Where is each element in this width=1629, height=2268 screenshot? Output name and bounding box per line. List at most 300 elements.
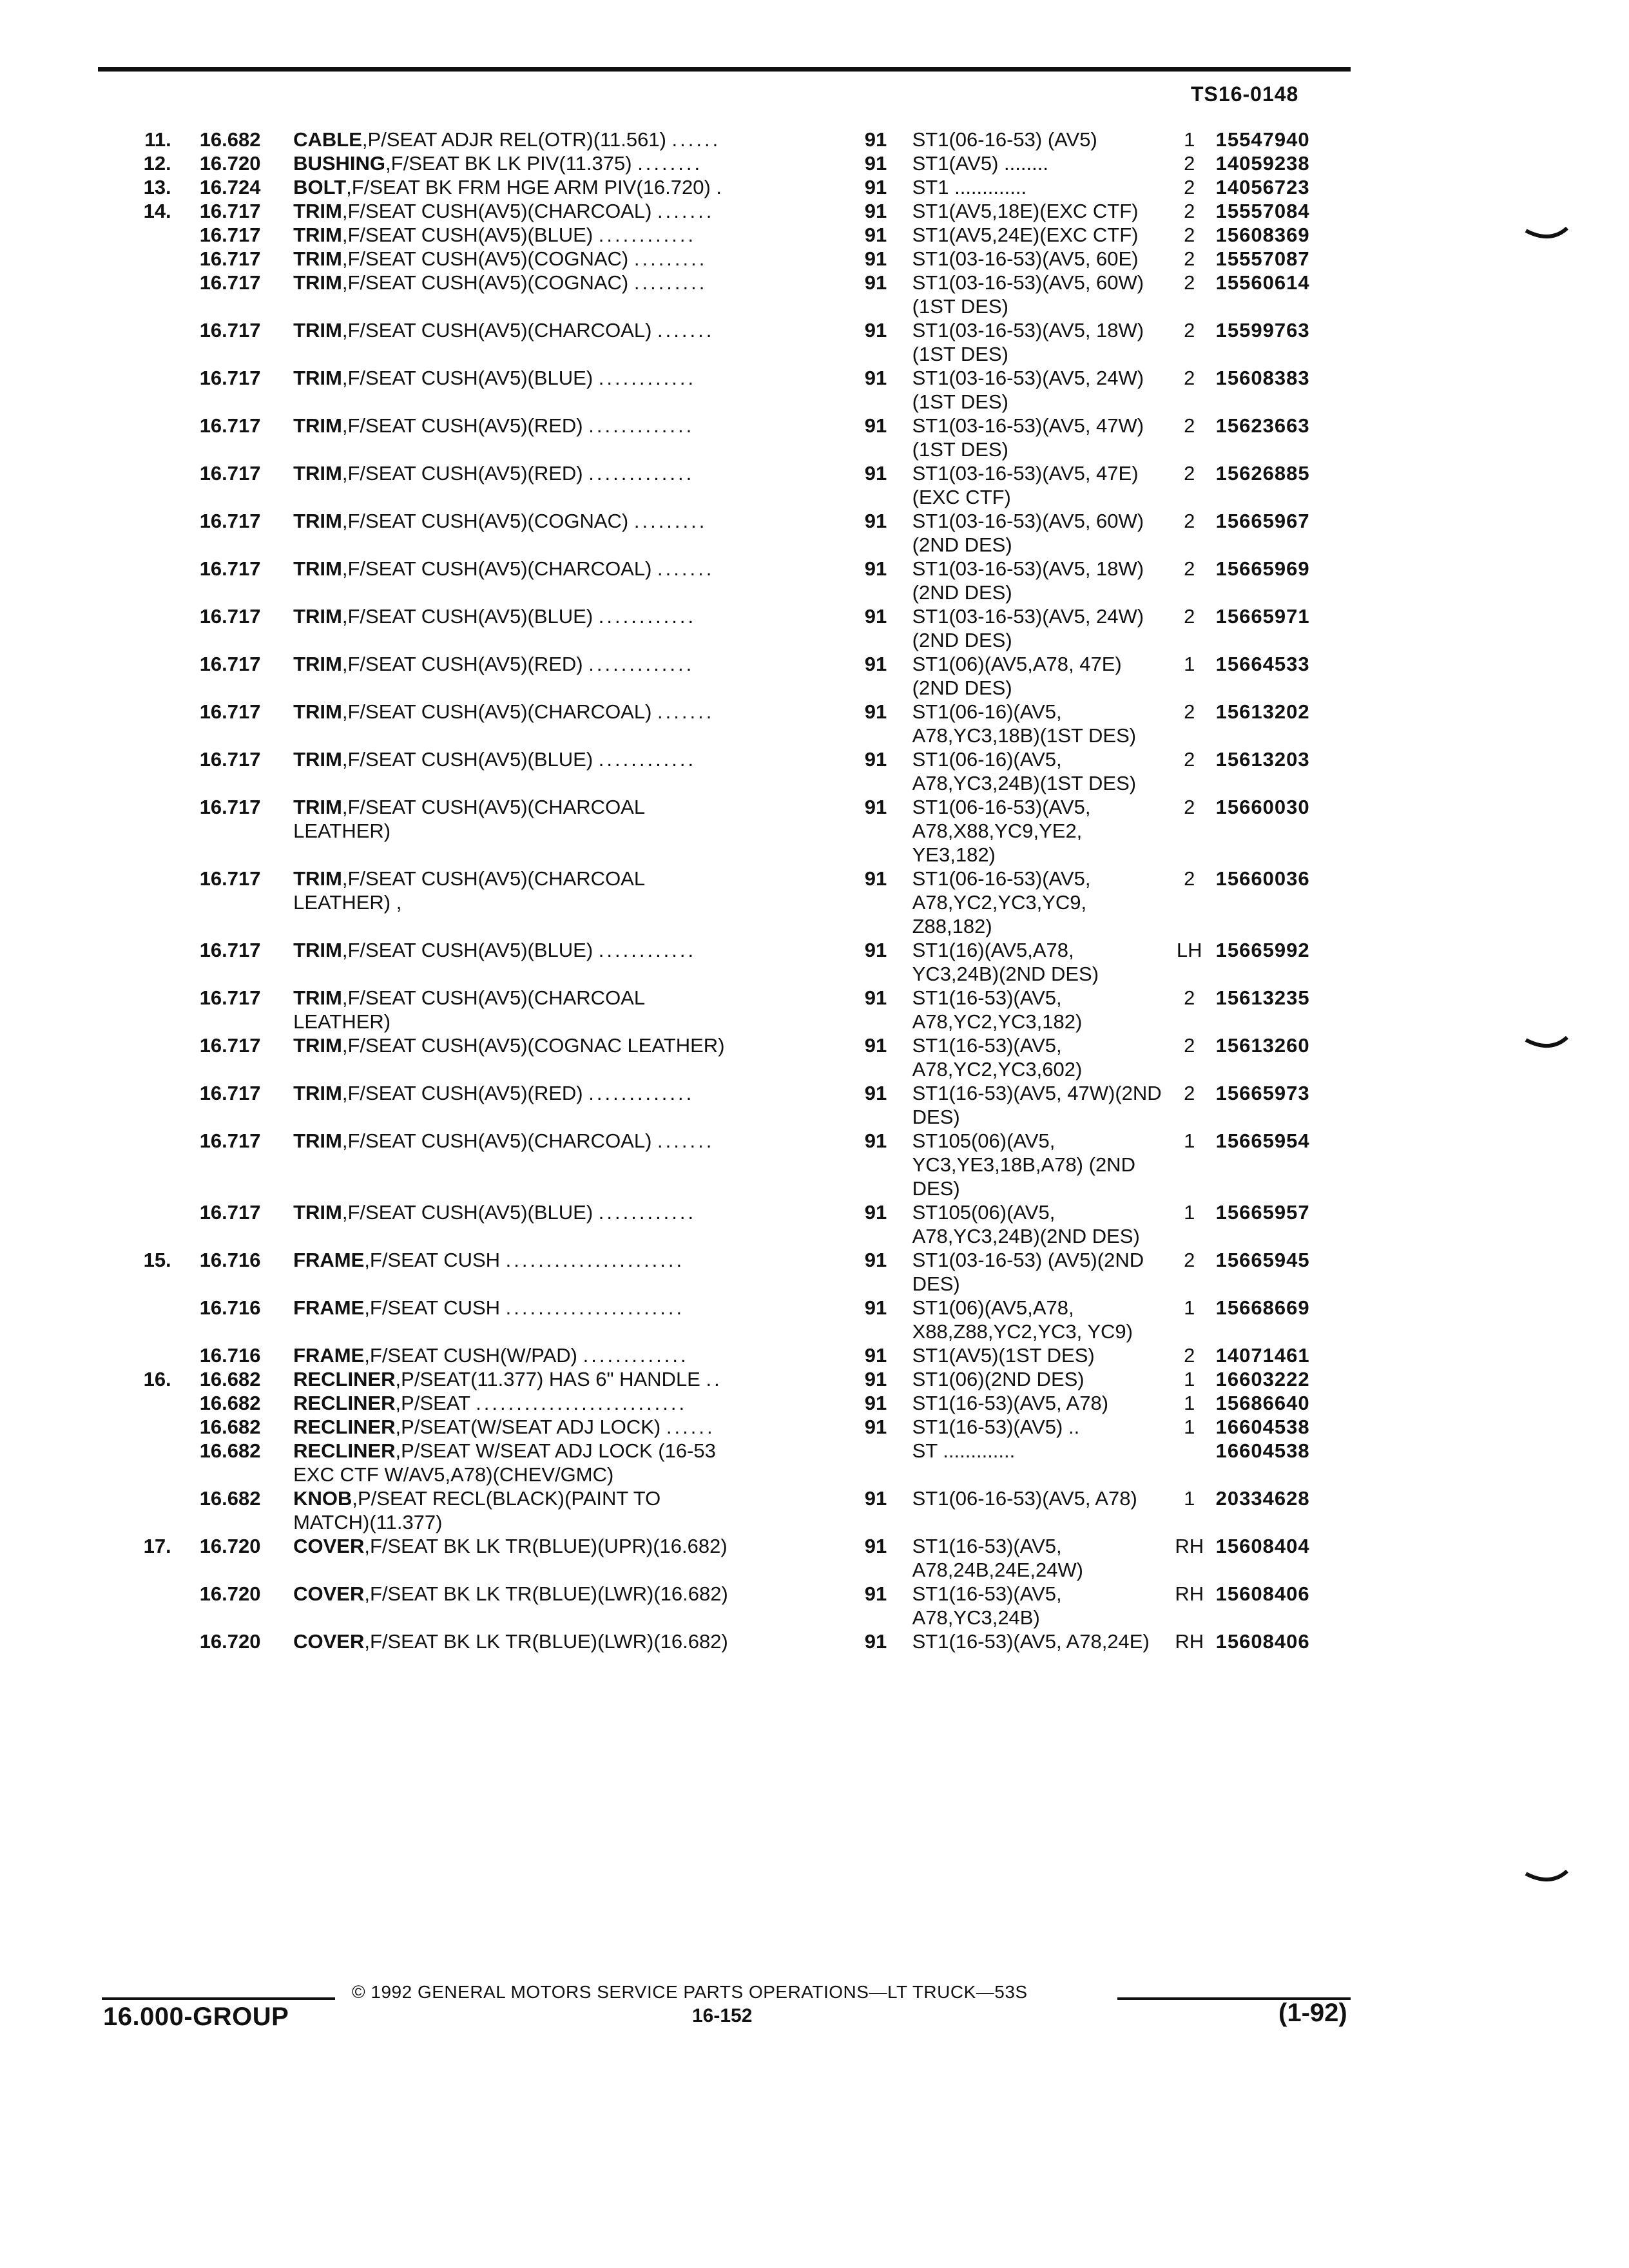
part-description — [293, 366, 860, 414]
leader-dots: ............ — [598, 748, 697, 771]
group-number: 16.720 — [199, 1535, 261, 1557]
part-number: 15626885 — [1215, 462, 1310, 485]
part-desc-text: ,F/SEAT CUSH(AV5)(BLUE) — [342, 1201, 593, 1224]
quantity: RH — [1175, 1582, 1204, 1605]
part-noun: TRIM — [293, 319, 342, 341]
part-number: 15665945 — [1215, 1249, 1310, 1271]
usage: ST1(06)(AV5,A78, X88,Z88,YC2,YC3, YC9) — [912, 1296, 1133, 1343]
margin-mark — [1525, 1870, 1570, 1889]
part-number: 16603222 — [1215, 1368, 1310, 1390]
item-number — [98, 461, 200, 509]
group-number: 16.717 — [199, 200, 261, 222]
part-description — [293, 1033, 860, 1081]
usage: ST1(06)(2ND DES) — [912, 1368, 1084, 1390]
model-year: 91 — [864, 796, 887, 818]
table-row — [98, 938, 1361, 986]
quantity: 2 — [1184, 1344, 1195, 1367]
leader-dots: ...................... — [505, 1249, 685, 1271]
model-year: 91 — [864, 700, 887, 723]
footer-group: 16.000-GROUP — [103, 2003, 289, 2031]
item-number — [98, 700, 200, 747]
model-year — [860, 1439, 912, 1486]
item-number: 14. — [143, 200, 171, 222]
part-number: 15613235 — [1215, 986, 1310, 1009]
table-row — [98, 318, 1361, 366]
quantity: 2 — [1184, 367, 1195, 389]
model-year: 91 — [864, 939, 887, 961]
model-year: 91 — [864, 1582, 887, 1605]
usage: ST1(AV5,24E)(EXC CTF) — [912, 224, 1139, 246]
table-row — [98, 414, 1361, 461]
table-row — [98, 1248, 1361, 1296]
part-desc-text: ,F/SEAT BK LK TR(BLUE)(LWR)(16.682) — [364, 1630, 728, 1653]
usage: ST1(03-16-53)(AV5, 18W)(1ST DES) — [912, 319, 1144, 365]
part-noun: TRIM — [293, 1201, 342, 1224]
table-row — [98, 1033, 1361, 1081]
part-noun: COVER — [293, 1535, 365, 1557]
part-desc-text: ,F/SEAT CUSH(W/PAD) — [364, 1344, 577, 1367]
model-year: 91 — [864, 152, 887, 175]
model-year: 91 — [864, 605, 887, 628]
model-year: 91 — [864, 271, 887, 294]
part-description — [293, 795, 860, 867]
part-noun: TRIM — [293, 796, 342, 818]
part-number: 15665967 — [1215, 510, 1310, 532]
part-desc-text: ,F/SEAT BK LK PIV(11.375) — [385, 152, 632, 175]
item-number — [98, 1582, 200, 1629]
model-year: 91 — [864, 557, 887, 580]
group-number: 16.724 — [199, 176, 261, 198]
group-number: 16.717 — [199, 367, 261, 389]
part-desc-text: ,F/SEAT CUSH(AV5)(CHARCOAL) — [342, 1129, 652, 1152]
part-noun: KNOB — [293, 1487, 352, 1510]
part-description — [293, 151, 860, 175]
part-number: 15665957 — [1215, 1201, 1310, 1224]
model-year: 91 — [864, 986, 887, 1009]
part-number: 15608404 — [1215, 1535, 1310, 1557]
model-year: 91 — [864, 176, 887, 198]
group-number: 16.717 — [199, 796, 261, 818]
group-number: 16.717 — [199, 224, 261, 246]
part-desc-text: ,F/SEAT CUSH(AV5)(BLUE) — [342, 939, 593, 961]
part-description — [293, 938, 860, 986]
item-number — [98, 1415, 200, 1439]
group-number: 16.717 — [199, 462, 261, 485]
table-row — [98, 700, 1361, 747]
leader-dots: .. — [706, 1368, 722, 1390]
item-number — [98, 795, 200, 867]
table-row — [98, 867, 1361, 938]
group-number: 16.717 — [199, 557, 261, 580]
part-description — [293, 1391, 860, 1415]
part-description — [293, 747, 860, 795]
part-desc-text: ,F/SEAT CUSH(AV5)(COGNAC) — [342, 271, 629, 294]
part-number: 15547940 — [1215, 128, 1310, 151]
part-desc-text: ,P/SEAT(11.377) HAS 6" HANDLE — [395, 1368, 700, 1390]
part-noun: RECLINER — [293, 1416, 396, 1438]
group-number: 16.682 — [199, 1487, 261, 1510]
usage: ST1(06-16-53) (AV5) — [912, 128, 1097, 151]
group-number: 16.717 — [199, 939, 261, 961]
usage: ST1(06-16-53)(AV5, A78,YC2,YC3,YC9, Z88,182) — [912, 867, 1091, 937]
table-row — [98, 509, 1361, 557]
item-number: 16. — [143, 1368, 171, 1390]
part-number: 15613203 — [1215, 748, 1310, 771]
group-number: 16.717 — [199, 271, 261, 294]
usage: ST1(03-16-53)(AV5, 24W)(1ST DES) — [912, 367, 1144, 413]
part-desc-text: ,P/SEAT RECL(BLACK)(PAINT TO MATCH)(11.377) — [293, 1487, 661, 1533]
item-number: 13. — [143, 176, 171, 198]
table-row — [98, 1439, 1361, 1486]
group-number: 16.717 — [199, 1201, 261, 1224]
table-row — [98, 461, 1361, 509]
part-description — [293, 1534, 860, 1582]
usage: ST1(16-53)(AV5, A78,24E) — [912, 1630, 1150, 1653]
part-noun: TRIM — [293, 605, 342, 628]
item-number — [98, 1200, 200, 1248]
part-noun: TRIM — [293, 748, 342, 771]
leader-dots: ............ — [598, 939, 697, 961]
part-number: 15613202 — [1215, 700, 1310, 723]
group-number: 16.717 — [199, 700, 261, 723]
model-year: 91 — [864, 1416, 887, 1438]
part-description — [293, 986, 860, 1033]
usage: ST1(03-16-53)(AV5, 47E)(EXC CTF) — [912, 462, 1139, 508]
model-year: 91 — [864, 128, 887, 151]
group-number: 16.717 — [199, 867, 261, 890]
part-desc-text: ,F/SEAT BK FRM HGE ARM PIV(16.720) — [346, 176, 711, 198]
part-desc-text: ,F/SEAT CUSH(AV5)(COGNAC) — [342, 510, 629, 532]
model-year: 91 — [864, 1630, 887, 1653]
group-number: 16.682 — [199, 1392, 261, 1414]
usage: ST1(16-53)(AV5, A78,YC2,YC3,602) — [912, 1034, 1083, 1081]
table-row — [98, 1367, 1361, 1391]
part-desc-text: ,P/SEAT(W/SEAT ADJ LOCK) — [395, 1416, 661, 1438]
part-desc-text: ,F/SEAT CUSH(AV5)(CHARCOAL) — [342, 557, 652, 580]
leader-dots: . — [716, 176, 725, 198]
group-number: 16.716 — [199, 1296, 261, 1319]
part-noun: FRAME — [293, 1249, 365, 1271]
part-noun: TRIM — [293, 1082, 342, 1104]
group-number: 16.716 — [199, 1249, 261, 1271]
part-description — [293, 604, 860, 652]
usage: ST1 ............. — [912, 176, 1027, 198]
footer-date: (1-92) — [1278, 1999, 1347, 2027]
part-desc-text: ,F/SEAT CUSH(AV5)(CHARCOAL) — [342, 700, 652, 723]
leader-dots: ......... — [633, 271, 708, 294]
footer-page-number: 16-152 — [692, 2005, 753, 2026]
model-year: 91 — [864, 748, 887, 771]
part-noun: TRIM — [293, 462, 342, 485]
part-description — [293, 1248, 860, 1296]
part-desc-text: ,P/SEAT ADJR REL(OTR)(11.561) — [361, 128, 666, 151]
model-year: 91 — [864, 200, 887, 222]
part-number: 15557087 — [1215, 247, 1310, 270]
table-row — [98, 271, 1361, 318]
group-number: 16.717 — [199, 247, 261, 270]
item-number — [98, 366, 200, 414]
part-noun: TRIM — [293, 510, 342, 532]
model-year: 91 — [864, 867, 887, 890]
group-number: 16.720 — [199, 1582, 261, 1605]
part-description — [293, 318, 860, 366]
part-noun: COVER — [293, 1630, 365, 1653]
part-noun: TRIM — [293, 200, 342, 222]
usage: ST1(16-53)(AV5, A78) — [912, 1392, 1109, 1414]
part-description — [293, 1439, 860, 1486]
item-number — [98, 1486, 200, 1534]
part-number: 15599763 — [1215, 319, 1310, 341]
quantity: 2 — [1184, 557, 1195, 580]
leader-dots: ........ — [637, 152, 703, 175]
item-number — [98, 557, 200, 604]
group-number: 16.717 — [199, 1034, 261, 1057]
usage: ST1(AV5) ........ — [912, 152, 1048, 175]
part-description — [293, 700, 860, 747]
quantity: 2 — [1184, 152, 1195, 175]
part-desc-text: ,F/SEAT CUSH(AV5)(RED) — [342, 1082, 583, 1104]
part-description — [293, 557, 860, 604]
table-row — [98, 1129, 1361, 1200]
part-desc-text: ,F/SEAT CUSH(AV5)(RED) — [342, 462, 583, 485]
part-noun: TRIM — [293, 700, 342, 723]
item-number — [98, 1129, 200, 1200]
usage: ST1(16-53)(AV5, A78,YC2,YC3,182) — [912, 986, 1083, 1033]
quantity: 2 — [1184, 176, 1195, 198]
quantity: 2 — [1184, 200, 1195, 222]
usage: ST1(06-16)(AV5, A78,YC3,24B)(1ST DES) — [912, 748, 1137, 794]
leader-dots: ............ — [598, 224, 697, 246]
model-year: 91 — [864, 1368, 887, 1390]
usage: ST1(06-16-53)(AV5, A78) — [912, 1487, 1137, 1510]
part-description — [293, 1415, 860, 1439]
quantity: 1 — [1184, 1487, 1195, 1510]
model-year: 91 — [864, 1344, 887, 1367]
quantity — [1163, 1439, 1216, 1486]
item-number: 12. — [143, 152, 171, 175]
part-noun: TRIM — [293, 939, 342, 961]
item-number — [98, 986, 200, 1033]
quantity: 2 — [1184, 700, 1195, 723]
margin-mark — [1525, 227, 1570, 246]
group-number: 16.717 — [199, 510, 261, 532]
item-number — [98, 1033, 200, 1081]
part-noun: CABLE — [293, 128, 362, 151]
part-number: 15623663 — [1215, 414, 1310, 437]
part-desc-text: ,F/SEAT CUSH(AV5)(BLUE) — [342, 367, 593, 389]
item-number — [98, 747, 200, 795]
usage: ST1(16-53)(AV5, A78,24B,24E,24W) — [912, 1535, 1084, 1581]
part-noun: TRIM — [293, 1129, 342, 1152]
margin-mark — [1525, 1036, 1570, 1055]
table-row — [98, 986, 1361, 1033]
part-number: 16604538 — [1215, 1439, 1310, 1462]
part-description — [293, 175, 860, 199]
table-row — [98, 795, 1361, 867]
part-number: 15608406 — [1215, 1582, 1310, 1605]
part-desc-text: ,F/SEAT BK LK TR(BLUE)(LWR)(16.682) — [364, 1582, 728, 1605]
part-description — [293, 509, 860, 557]
leader-dots: ......... — [633, 247, 708, 270]
usage: ST1(03-16-53)(AV5, 60W)(2ND DES) — [912, 510, 1144, 556]
item-number — [98, 1296, 200, 1343]
table-row — [98, 557, 1361, 604]
group-number: 16.720 — [199, 1630, 261, 1653]
table-row — [98, 1486, 1361, 1534]
model-year: 91 — [864, 1487, 887, 1510]
footer-rule-left — [102, 1997, 335, 2000]
item-number — [98, 509, 200, 557]
model-year: 91 — [864, 653, 887, 675]
part-number: 15660030 — [1215, 796, 1310, 818]
table-row — [98, 1534, 1361, 1582]
part-description — [293, 1296, 860, 1343]
usage: ST1(06-16)(AV5, A78,YC3,18B)(1ST DES) — [912, 700, 1137, 747]
part-number: 15608406 — [1215, 1630, 1310, 1653]
part-description — [293, 128, 860, 151]
part-number: 15665992 — [1215, 939, 1310, 961]
usage: ST1(16-53)(AV5, A78,YC3,24B) — [912, 1582, 1062, 1629]
part-description — [293, 1343, 860, 1367]
usage: ST105(06)(AV5, YC3,YE3,18B,A78) (2ND DES) — [912, 1129, 1135, 1200]
table-row — [98, 247, 1361, 271]
item-number — [98, 318, 200, 366]
group-number: 16.717 — [199, 414, 261, 437]
part-number: 14056723 — [1215, 176, 1310, 198]
table-row — [98, 128, 1361, 151]
part-description — [293, 1629, 860, 1653]
item-number: 15. — [143, 1249, 171, 1271]
leader-dots: ............ — [598, 1201, 697, 1224]
usage: ST1(06)(AV5,A78, 47E)(2ND DES) — [912, 653, 1122, 699]
part-description — [293, 414, 860, 461]
group-number: 16.682 — [199, 1416, 261, 1438]
table-row — [98, 1296, 1361, 1343]
item-number — [98, 1081, 200, 1129]
part-desc-text: ,F/SEAT CUSH(AV5)(BLUE) — [342, 748, 593, 771]
parts-table-body — [98, 128, 1361, 1653]
table-row — [98, 652, 1361, 700]
quantity: 1 — [1184, 1368, 1195, 1390]
part-number: 15613260 — [1215, 1034, 1310, 1057]
leader-dots: ............ — [598, 605, 697, 628]
usage: ST1(16-53)(AV5, 47W)(2ND DES) — [912, 1082, 1162, 1128]
group-number: 16.717 — [199, 1129, 261, 1152]
part-number: 15664533 — [1215, 653, 1310, 675]
quantity: 1 — [1184, 1129, 1195, 1152]
part-number: 15560614 — [1215, 271, 1310, 294]
part-noun: RECLINER — [293, 1392, 396, 1414]
group-number: 16.716 — [199, 1344, 261, 1367]
part-number: 15668669 — [1215, 1296, 1310, 1319]
part-description — [293, 271, 860, 318]
leader-dots: ...................... — [505, 1296, 685, 1319]
part-noun: TRIM — [293, 224, 342, 246]
quantity: 2 — [1184, 224, 1195, 246]
part-desc-text: ,F/SEAT CUSH(AV5)(BLUE) — [342, 224, 593, 246]
part-description — [293, 223, 860, 247]
item-number — [98, 1629, 200, 1653]
model-year: 91 — [864, 414, 887, 437]
model-year: 91 — [864, 1249, 887, 1271]
leader-dots: ......... — [633, 510, 708, 532]
leader-dots: ...... — [666, 1416, 715, 1438]
table-row — [98, 366, 1361, 414]
part-noun: TRIM — [293, 1034, 342, 1057]
usage: ST1(AV5,18E)(EXC CTF) — [912, 200, 1139, 222]
item-number — [98, 271, 200, 318]
part-description — [293, 199, 860, 223]
group-number: 16.682 — [199, 1439, 261, 1462]
part-desc-text: ,F/SEAT CUSH(AV5)(CHARCOAL LEATHER) , — [293, 867, 646, 914]
quantity: 2 — [1184, 510, 1195, 532]
part-description — [293, 867, 860, 938]
part-desc-text: ,F/SEAT BK LK TR(BLUE)(UPR)(16.682) — [364, 1535, 728, 1557]
part-noun: TRIM — [293, 247, 342, 270]
quantity: 2 — [1184, 414, 1195, 437]
table-row — [98, 1081, 1361, 1129]
part-description — [293, 1486, 860, 1534]
part-desc-text: ,F/SEAT CUSH(AV5)(CHARCOAL) — [342, 319, 652, 341]
part-noun: TRIM — [293, 271, 342, 294]
part-desc-text: ,F/SEAT CUSH(AV5)(COGNAC LEATHER) — [342, 1034, 725, 1057]
leader-dots: ....... — [657, 557, 715, 580]
part-noun: TRIM — [293, 557, 342, 580]
item-number — [98, 867, 200, 938]
table-row — [98, 1629, 1361, 1653]
part-noun: TRIM — [293, 367, 342, 389]
model-year: 91 — [864, 462, 887, 485]
model-year: 91 — [864, 510, 887, 532]
part-number: 16604538 — [1215, 1416, 1310, 1438]
part-noun: BOLT — [293, 176, 347, 198]
table-row — [98, 175, 1361, 199]
usage: ST ............. — [912, 1439, 1016, 1462]
part-description — [293, 247, 860, 271]
catalog-id: TS16-0148 — [1191, 82, 1299, 106]
usage: ST1(16-53)(AV5) .. — [912, 1416, 1080, 1438]
part-desc-text: ,F/SEAT CUSH(AV5)(COGNAC) — [342, 247, 629, 270]
part-noun: TRIM — [293, 653, 342, 675]
item-number: 17. — [143, 1535, 171, 1557]
quantity: RH — [1175, 1535, 1204, 1557]
part-desc-text: ,F/SEAT CUSH(AV5)(RED) — [342, 653, 583, 675]
part-desc-text: ,F/SEAT CUSH — [364, 1296, 501, 1319]
usage: ST1(06-16-53)(AV5, A78,X88,YC9,YE2, YE3,182) — [912, 796, 1091, 866]
quantity: RH — [1175, 1630, 1204, 1653]
quantity: 2 — [1184, 867, 1195, 890]
part-noun: COVER — [293, 1582, 365, 1605]
usage: ST105(06)(AV5, A78,YC3,24B)(2ND DES) — [912, 1201, 1140, 1247]
part-desc-text: ,F/SEAT CUSH(AV5)(BLUE) — [342, 605, 593, 628]
part-desc-text: ,F/SEAT CUSH(AV5)(CHARCOAL LEATHER) — [293, 986, 646, 1033]
leader-dots: ....... — [657, 700, 715, 723]
leader-dots: ............. — [588, 414, 695, 437]
group-number: 16.720 — [199, 152, 261, 175]
quantity: 2 — [1184, 247, 1195, 270]
model-year: 91 — [864, 319, 887, 341]
part-description — [293, 1129, 860, 1200]
item-number — [98, 1439, 200, 1486]
quantity: 2 — [1184, 748, 1195, 771]
group-number: 16.717 — [199, 653, 261, 675]
quantity: 2 — [1184, 1034, 1195, 1057]
table-row — [98, 1582, 1361, 1629]
part-noun: TRIM — [293, 867, 342, 890]
part-number: 20334628 — [1215, 1487, 1310, 1510]
group-number: 16.717 — [199, 1082, 261, 1104]
model-year: 91 — [864, 1034, 887, 1057]
